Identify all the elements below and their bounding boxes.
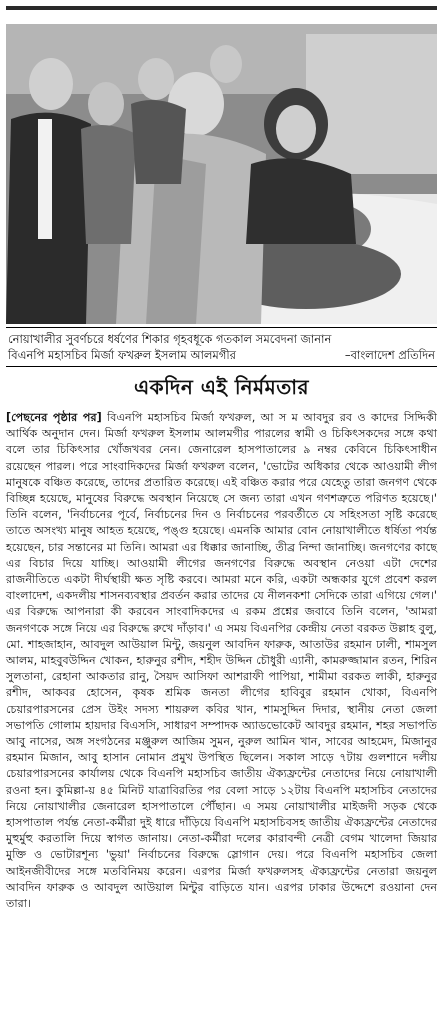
newspaper-clipping	[0, 6, 441, 1023]
news-photo	[6, 24, 437, 324]
caption-line-1: নোয়াখালীর সুবর্ণচরে ধর্ষণের শিকার গৃহবধূকে গতকাল সমবেদনা জানান	[8, 332, 332, 346]
photo-illustration	[6, 24, 437, 324]
top-rule	[6, 6, 437, 10]
caption-line-2-text: বিএনপি মহাসচিব মির্জা ফখরুল ইসলাম আলমগীর	[8, 348, 236, 362]
photo-caption	[6, 327, 437, 367]
article-body-text: বিএনপি মহাসচিব মির্জা ফখরুল, আ স ম আবদুর রব ও কাদের সিদ্দিকী আর্থিক অনুদান দেন। মির্জা ফখরুল ইসলাম আলমগীর পারলের স্বামী ও চিকিৎসকদের সঙ্গে কথা বলে তার চিকিৎসার খোঁজখবর নেন। জেনারেল হাসপাতালের ৯ নম্বর কেবিনে চিকিৎসাধীন রয়েছেন পারল। পরে সাংবাদিকদের মির্জা ফখরুল বলেন, 'ভোটের অধিকার থেকে আওয়ামী লীগ মানুষকে বঞ্চিত করেছে, তাদের প্রতারিত করেছে। এই বঞ্চিত করার পরে যেহেতু তারা জনগণ থেকে বিচ্ছিন্ন হয়েছে, মানুষের বিরুদ্ধে অবস্থান নিয়েছে সে জন্য তারা এখন গণশত্রুতে পরিণত হয়েছে।' তিনি বলেন, 'নির্বাচনের পূর্বে, নির্বাচনের দিন ও নির্বাচনের পরবর্তীতে যে সহিংসতা সৃষ্টি করেছে তাতে অসংখ্য মানুষ আহত হয়েছে, পঙ্গু হয়েছে। এমনকি আমার বোন নোয়াখালীতে ধর্ষিতা পর্যন্ত হয়েছেন, চার সন্তানের মা তিনি। আমরা এর ধিক্কার জানাচ্ছি, তীব্র নিন্দা জানাচ্ছি। জনগণের কাছে এর বিচার দিয়ে যাচ্ছি। আওয়ামী লীগের জনগণের বিরুদ্ধে অবস্থান নেওয়া এটা দেশের রাজনীতিতে একটা দীর্ঘস্থায়ী ক্ষত সৃষ্টি করবে। আমরা মনে করি, একটা অন্ধকার যুগে প্রবেশ করল বাংলাদেশ, একদলীয় শাসনব্যবস্থার প্রবর্তন করার তাদের যে নীলনকশা সেদিকে তারা এগিয়ে গেল।' এর বিরুদ্ধে আপনারা কী করবেন সাংবাদিকদের এ রকম প্রশ্নের জবাবে তিনি বলেন, 'আমরা জনগণকে সঙ্গে নিয়ে এর বিরুদ্ধে রুখে দাঁড়াব।' এ সময় বিএনপির কেন্দ্রীয় নেতা বরকত উল্লাহ বুলু, মো. শাহজাহান, আবদুল আউয়াল মিন্টু, জয়নুল আবদিন ফারুক, আতাউর রহমান ঢালী, শামসুল আলম, মাহবুবউদ্দিন খোকন, হারুনুর রশীদ, শহীদ উদ্দিন চৌধুরী এ্যানী, কামরুজ্জামান রতন, শিরিন সুলতানা, রেহানা আকতার রানু, সৈয়দ আসিফা আশরাফী পাপিয়া, শামীমা বরকত লাকী, হারুনুর রশীদ, আকবর হোসেন, কৃষক শ্রমিক জনতা লীগের হাবিবুর রহমান খোকা, বিএনপি চেয়ারপারসনের প্রেস উইং সদস্য শায়রুল কবির খান, শামসুদ্দিন দিদার, স্থানীয় নেতা জেলা সভাপতি গোলাম হায়দার বিএসসি, সাধারণ সম্পাদক অ্যাডভোকেট আবদুর রহমান, শহর সভাপতি আবু নাসের, অঙ্গ সংগঠনের মঞ্জুরুল আজিম সুমন, নুরুল আমিন খান, সাবের আহমেদ, মিজানুর রহমান মিজান, আবু হাসান নোমান প্রমুখ উপস্থিত ছিলেন। সকাল সাড়ে ৭টায় গুলশানে দলীয় চেয়ারপারসনের কার্যালয় থেকে বিএনপি মহাসচিব জাতীয় ঐক্যফ্রন্টের নেতাদের নিয়ে নোয়াখালী রওনা হন। কুমিল্লা-য় ৪৫ মিনিট যাত্রাবিরতির পর বেলা সাড়ে ১২টায় বিএনপি মহাসচিব নেতাদের নিয়ে নোয়াখালীর জেনারেল হাসপাতালে পৌঁছান। এ সময় নোয়াখালীর মাইজদী সড়ক থেকে হাসপাতাল পর্যন্ত নেতা-কর্মীরা দুই ধারে দাঁড়িয়ে বিএনপি মহাসচিবসহ জাতীয় ঐক্যফ্রন্টের নেতাদের মুহুর্মুহু করতালি দিয়ে স্বাগত জানায়। নেতা-কর্মীরা দলের কারাবন্দী নেত্রী বেগম খালেদা জিয়ার মুক্তি ও ভোটারশূন্য 'ভুয়া' নির্বাচনের বিরুদ্ধে স্লোগান দেয়। পরে বিএনপি মহাসচিব জেলা আইনজীবীদের সঙ্গে মতবিনিময় করেন। এরপর মির্জা ফখরুলসহ ঐক্যফ্রন্টের নেতারা জয়নুল আবদিন ফারুক ও আবদুল আউয়াল মিন্টুর বাড়িতে যান। এরপর ঢাকার উদ্দেশে রওয়ানা দেন তারা।	[6, 411, 437, 911]
photo-credit: –বাংলাদেশ প্রতিদিন	[344, 348, 435, 362]
article-headline: একদিন এই নির্মমতার	[133, 375, 310, 399]
continued-from-label: [পেছনের পৃষ্ঠার পর]	[6, 411, 102, 424]
caption-line-2	[8, 347, 435, 363]
article-body	[6, 410, 437, 912]
